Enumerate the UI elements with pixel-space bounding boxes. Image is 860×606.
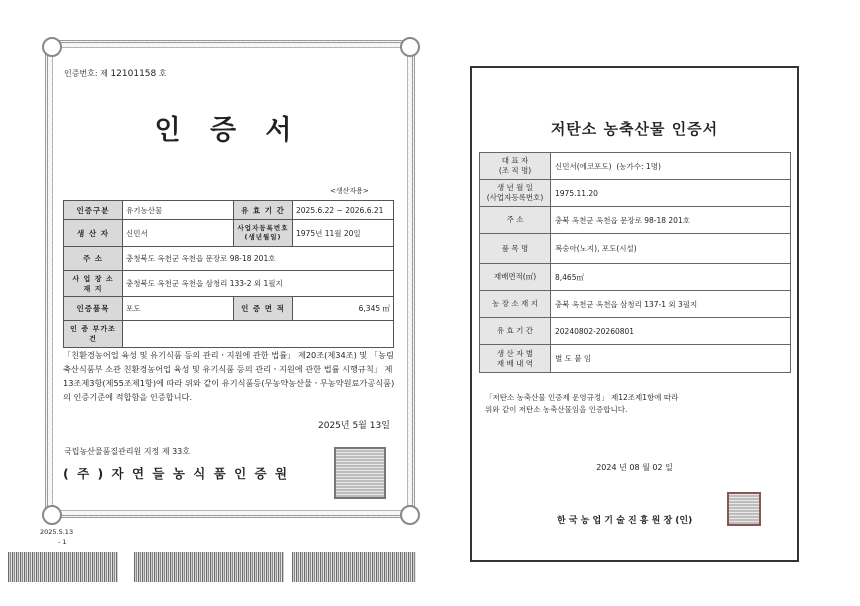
cell-label: 농 장 소 재 지 xyxy=(480,291,551,318)
cell-label: 사업자등록번호(생년월일) xyxy=(234,220,293,247)
footer-date: 2025.5.13 xyxy=(40,528,74,536)
scan-barcode-strip xyxy=(134,552,284,582)
table-row xyxy=(480,153,791,180)
cell-value: 복숭아(노지), 포도(시설) xyxy=(551,234,791,264)
table-row xyxy=(64,321,394,348)
left-issue-date: 2025년 5월 13일 xyxy=(318,421,390,431)
cell-label: 품 목 명 xyxy=(480,234,551,264)
cell-label: 생 산 자 xyxy=(64,220,123,247)
cell-label: 인 증 면 적 xyxy=(234,297,293,321)
left-issuer: ( 주 ) 자 연 들 농 식 품 인 증 원 xyxy=(63,466,290,481)
cell-label: 유 효 기 간 xyxy=(480,318,551,345)
cell-value: 20240802-20260801 xyxy=(551,318,791,345)
table-row xyxy=(480,207,791,234)
cell-label: 인증품목 xyxy=(64,297,123,321)
cell-value: 1975.11.20 xyxy=(551,180,791,207)
left-info-table xyxy=(63,200,394,348)
table-row xyxy=(480,291,791,318)
cell-value xyxy=(123,321,394,348)
right-issue-date: 2024 년 08 월 02 일 xyxy=(596,463,673,472)
frame-corner-ornament xyxy=(42,505,62,525)
right-info-table xyxy=(479,152,791,373)
cell-label: 대 표 자 (조 직 명) xyxy=(480,153,551,180)
cell-label: 유 효 기 간 xyxy=(234,201,293,220)
table-row xyxy=(64,220,394,247)
cell-value: 포도 xyxy=(123,297,234,321)
left-title: 인 증 서 xyxy=(154,115,302,146)
table-row xyxy=(480,264,791,291)
cell-label: 인 증 부가조건 xyxy=(64,321,123,348)
cell-label: 주 소 xyxy=(64,247,123,271)
cell-value: 충북 옥천군 옥천읍 문장로 98-18 201호 xyxy=(551,207,791,234)
footer-page: - 1 xyxy=(58,538,67,546)
table-row xyxy=(480,318,791,345)
left-law-text: 「친환경농어업 육성 및 유기식품 등의 관리ㆍ지원에 관한 법률」 제20조(제34조) 및 「농림축산식품부 소관 친환경농어업 육성 및 유기식품 등의 관리ㆍ지원에 관한 법률 시행규칙」 제13조제3항(제55조제1항)에 따라 위와 같이 유기식품등(무농약농산물ㆍ무농약원료가공식품)의 인증기준에 적합함을 인증합니다. xyxy=(63,350,395,402)
frame-corner-ornament xyxy=(400,37,420,57)
right-law-text-2: 위와 같이 저탄소 농축산물임을 인증합니다. xyxy=(485,405,628,414)
scan-barcode-strip xyxy=(8,552,118,582)
cell-label: 사 업 장 소 재 지 xyxy=(64,271,123,297)
cell-value: 충청북도 옥천군 옥천읍 삼청리 133-2 외 1필지 xyxy=(123,271,394,297)
table-row xyxy=(64,247,394,271)
right-issuer: 한 국 농 업 기 술 진 흥 원 장 (인) xyxy=(557,516,693,526)
frame-corner-ornament xyxy=(42,37,62,57)
cell-value: 신민서 xyxy=(123,220,234,247)
cert-number: 인증번호: 제 12101158 호 xyxy=(64,69,167,79)
scan-barcode-strip xyxy=(292,552,416,582)
right-title: 저탄소 농축산물 인증서 xyxy=(550,120,719,138)
cell-value: 8,465㎡ xyxy=(551,264,791,291)
table-row xyxy=(480,345,791,373)
cell-label: 재배면적(㎡) xyxy=(480,264,551,291)
frame-corner-ornament xyxy=(400,505,420,525)
table-row xyxy=(480,234,791,264)
cell-label: 생 산 자 별 재 배 내 역 xyxy=(480,345,551,373)
cell-value: 별 도 붙 임 xyxy=(551,345,791,373)
cell-value: 충청북도 옥천군 옥천읍 문장로 98-18 201호 xyxy=(123,247,394,271)
cell-value: 6,345 ㎡ xyxy=(293,297,394,321)
cell-label: 인증구분 xyxy=(64,201,123,220)
right-law-text-1: 「저탄소 농축산물 인증제 운영규정」 제12조제1항에 따라 xyxy=(485,393,679,402)
table-row xyxy=(64,297,394,321)
table-row xyxy=(64,271,394,297)
table-row xyxy=(480,180,791,207)
cell-label: 주 소 xyxy=(480,207,551,234)
official-seal-stamp xyxy=(334,447,386,499)
cell-label: 생 년 월 일 (사업자등록번호) xyxy=(480,180,551,207)
cell-value: 2025.6.22 ~ 2026.6.21 xyxy=(293,201,394,220)
designation-text: 국립농산물품질관리원 지정 제 33호 xyxy=(64,447,190,456)
cell-value: 신민서(에코포도) (농가수: 1명) xyxy=(551,153,791,180)
cell-value: 충북 옥천군 옥천읍 삼청리 137-1 외 3필지 xyxy=(551,291,791,318)
producer-tag: <생산자용> xyxy=(330,187,369,195)
table-row xyxy=(64,201,394,220)
cell-value: 유기농산물 xyxy=(123,201,234,220)
official-seal-stamp xyxy=(727,492,761,526)
cell-value: 1975년 11월 20일 xyxy=(293,220,394,247)
